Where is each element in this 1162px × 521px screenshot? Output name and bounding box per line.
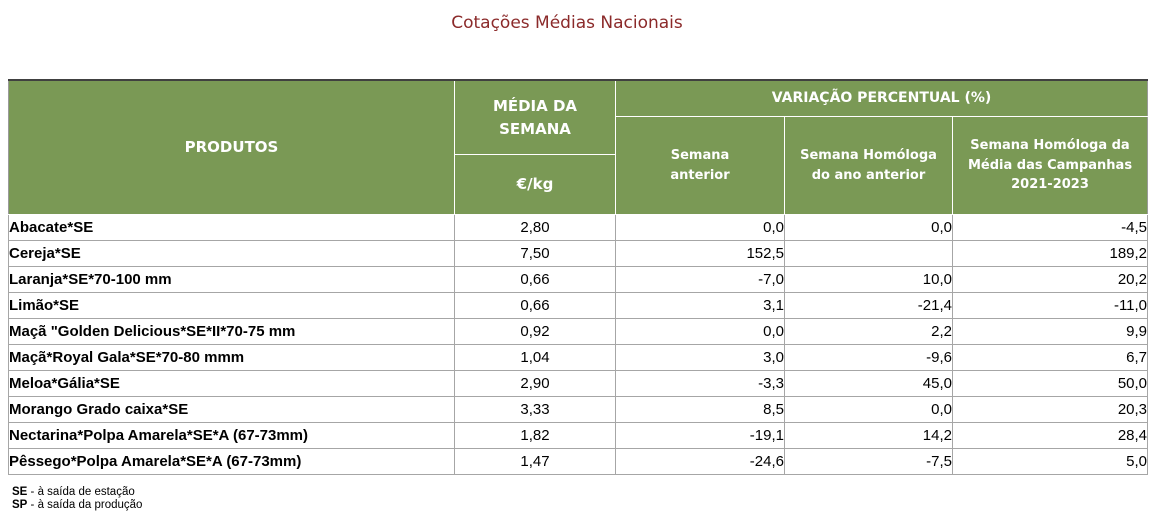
header-produtos: PRODUTOS <box>9 80 455 215</box>
cell-homologa-media-campanhas: 20,2 <box>953 267 1148 293</box>
cell-produto: Maçã "Golden Delicious*SE*II*70-75 mm <box>9 319 455 345</box>
cell-homologa-media-campanhas: -4,5 <box>953 215 1148 241</box>
cell-semana-anterior: 152,5 <box>616 241 785 267</box>
header-homologa-line2: do ano anterior <box>811 167 926 183</box>
table-body <box>9 215 1148 475</box>
cell-homologa-media-campanhas: 9,9 <box>953 319 1148 345</box>
table-row <box>9 215 1148 241</box>
header-homologa-ano-anterior <box>785 117 953 215</box>
cell-homologa-ano-anterior <box>785 241 953 267</box>
cell-media: 0,92 <box>455 319 616 345</box>
cell-media: 2,80 <box>455 215 616 241</box>
table-row <box>9 345 1148 371</box>
footnote-text: - à saída de estação <box>27 486 135 498</box>
table-row <box>9 371 1148 397</box>
cell-homologa-ano-anterior: 14,2 <box>785 423 953 449</box>
cell-homologa-ano-anterior: 10,0 <box>785 267 953 293</box>
header-media-semana <box>455 80 616 155</box>
cell-homologa-media-campanhas: -11,0 <box>953 293 1148 319</box>
cell-media: 0,66 <box>455 267 616 293</box>
footnotes <box>12 486 142 512</box>
table-row <box>9 397 1148 423</box>
cell-homologa-ano-anterior: 0,0 <box>785 215 953 241</box>
cell-produto: Cereja*SE <box>9 241 455 267</box>
cell-semana-anterior: 3,0 <box>616 345 785 371</box>
cell-produto: Nectarina*Polpa Amarela*SE*A (67-73mm) <box>9 423 455 449</box>
header-semana-line1: Semana <box>670 148 730 163</box>
cell-homologa-media-campanhas: 189,2 <box>953 241 1148 267</box>
cell-semana-anterior: 0,0 <box>616 319 785 345</box>
table-row <box>9 423 1148 449</box>
cell-produto: Laranja*SE*70-100 mm <box>9 267 455 293</box>
footnote-abbr: SE <box>12 486 28 498</box>
header-media-line1: MÉDIA DA <box>492 97 578 115</box>
cell-media: 0,66 <box>455 293 616 319</box>
header-homologa-line1: Semana Homóloga <box>800 148 937 163</box>
cell-semana-anterior: 8,5 <box>616 397 785 423</box>
cell-semana-anterior: -19,1 <box>616 423 785 449</box>
price-table <box>8 79 1148 475</box>
header-homologa-media-campanhas <box>953 117 1148 215</box>
cell-produto: Maçã*Royal Gala*SE*70-80 mmm <box>9 345 455 371</box>
footnote-se <box>12 486 142 499</box>
cell-homologa-media-campanhas: 20,3 <box>953 397 1148 423</box>
table-header <box>9 80 1148 215</box>
cell-homologa-media-campanhas: 50,0 <box>953 371 1148 397</box>
cell-semana-anterior: -24,6 <box>616 449 785 475</box>
cell-semana-anterior: -7,0 <box>616 267 785 293</box>
cell-media: 1,04 <box>455 345 616 371</box>
header-media-campanhas-line1: Semana Homóloga da <box>970 138 1130 154</box>
footnote-text: - à saída da produção <box>27 499 143 511</box>
header-semana-line2: anterior <box>670 167 730 183</box>
cell-homologa-media-campanhas: 6,7 <box>953 345 1148 371</box>
header-media-line2: SEMANA <box>499 119 571 138</box>
cell-produto: Abacate*SE <box>9 215 455 241</box>
cell-produto: Limão*SE <box>9 293 455 319</box>
header-unit: €/kg <box>455 155 616 215</box>
cell-media: 2,90 <box>455 371 616 397</box>
cell-homologa-ano-anterior: 2,2 <box>785 319 953 345</box>
cell-semana-anterior: 3,1 <box>616 293 785 319</box>
cell-produto: Morango Grado caixa*SE <box>9 397 455 423</box>
cell-produto: Pêssego*Polpa Amarela*SE*A (67-73mm) <box>9 449 455 475</box>
header-media-campanhas-line2: Média das Campanhas <box>967 157 1133 173</box>
footnote-sp <box>12 499 142 512</box>
cell-homologa-ano-anterior: 45,0 <box>785 371 953 397</box>
cell-homologa-ano-anterior: 0,0 <box>785 397 953 423</box>
cell-homologa-media-campanhas: 5,0 <box>953 449 1148 475</box>
cell-semana-anterior: 0,0 <box>616 215 785 241</box>
page-title: Cotações Médias Nacionais <box>451 13 683 33</box>
table-row <box>9 449 1148 475</box>
table-row <box>9 267 1148 293</box>
footnote-abbr: SP <box>12 499 28 511</box>
header-media-campanhas-line3: 2021-2023 <box>1011 177 1089 193</box>
cell-media: 3,33 <box>455 397 616 423</box>
header-variacao-percentual: VARIAÇÃO PERCENTUAL (%) <box>616 80 1148 117</box>
cell-homologa-ano-anterior: -21,4 <box>785 293 953 319</box>
table-row <box>9 241 1148 267</box>
cell-media: 1,82 <box>455 423 616 449</box>
cell-media: 7,50 <box>455 241 616 267</box>
cell-homologa-media-campanhas: 28,4 <box>953 423 1148 449</box>
table-row <box>9 293 1148 319</box>
cell-semana-anterior: -3,3 <box>616 371 785 397</box>
cell-homologa-ano-anterior: -7,5 <box>785 449 953 475</box>
cell-produto: Meloa*Gália*SE <box>9 371 455 397</box>
table-row <box>9 319 1148 345</box>
header-semana-anterior <box>616 117 785 215</box>
cell-media: 1,47 <box>455 449 616 475</box>
cell-homologa-ano-anterior: -9,6 <box>785 345 953 371</box>
